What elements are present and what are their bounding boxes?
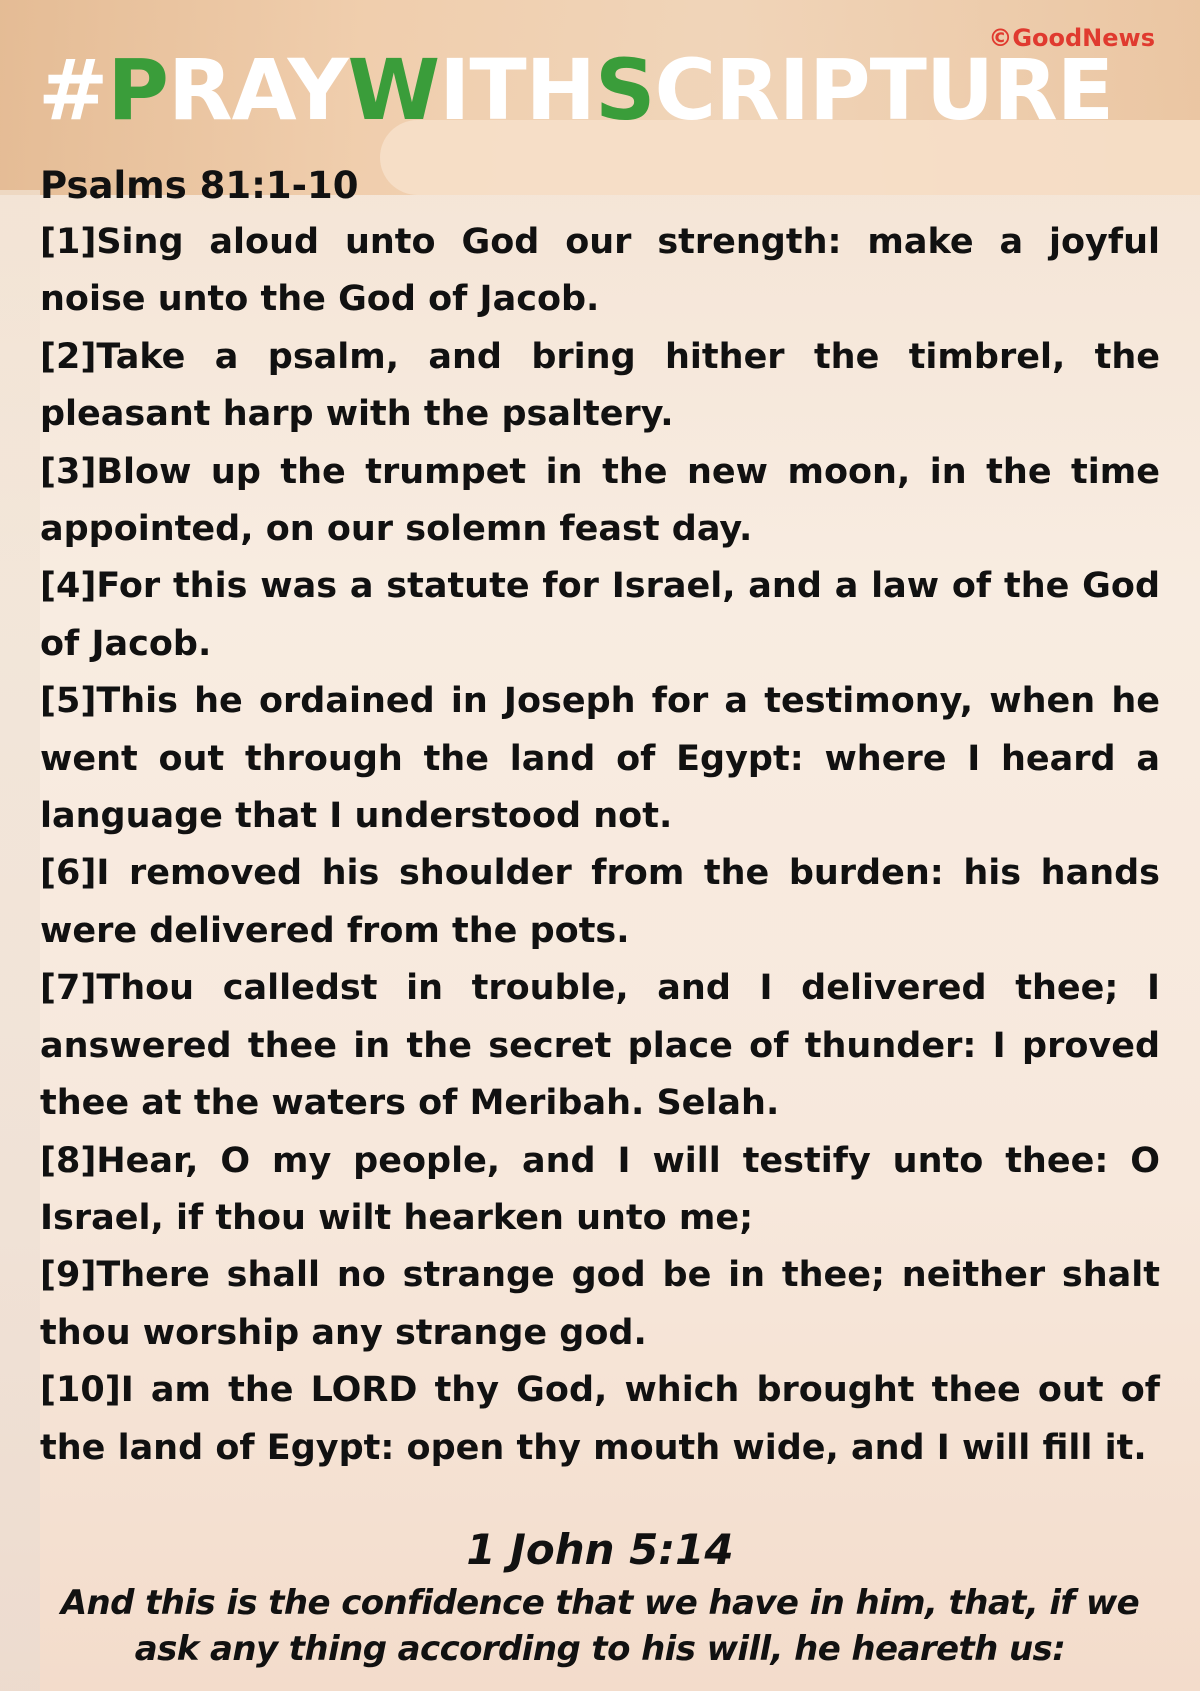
verse-10: [10]I am the LORD thy God, which brought thee out of the land of Egypt: open thy mouth wide, and I will fill it. — [40, 1370, 1160, 1468]
left-background-strip — [0, 190, 40, 1691]
title-part: RAY — [167, 41, 348, 139]
verse-6: [6]I removed his shoulder from the burden: his hands were delivered from the pots. — [40, 853, 1160, 951]
title-part: CRIPTURE — [654, 41, 1114, 139]
verse-3: [3]Blow up the trumpet in the new moon, in the time appointed, on our solemn feast day. — [40, 451, 1160, 550]
passage-reference: Psalms 81:1-10 — [40, 164, 359, 207]
verse-5: [5]This he ordained in Joseph for a testimony, when he went out through the land of Egypt: where I heard a language that I understood not. — [40, 681, 1160, 837]
footer-reference: 1 John 5:14 — [466, 1525, 734, 1574]
title-part-highlight: P — [107, 41, 168, 139]
pray-with-scripture-title — [38, 41, 1168, 139]
title-part-highlight: W — [347, 41, 440, 139]
scripture-passage — [40, 158, 1160, 1477]
title-part: # — [38, 41, 108, 139]
verse-2: [2]Take a psalm, and bring hither the timbrel, the pleasant harp with the psaltery. — [40, 336, 1160, 435]
verse-8: [8]Hear, O my people, and I will testify unto thee: O Israel, if thou wilt hearken unto me; — [40, 1140, 1160, 1238]
footer-quote: And this is the confidence that we have in him, that, if we ask any thing according to his will, he heareth us: — [60, 1583, 1140, 1669]
copyright-label: ©GoodNews — [988, 24, 1155, 52]
verse-9: [9]There shall no strange god be in thee; neither shalt thou worship any strange god. — [40, 1255, 1160, 1353]
verse-4: [4]For this was a statute for Israel, and a law of the God of Jacob. — [40, 566, 1160, 664]
verse-7: [7]Thou calledst in trouble, and I delivered thee; I answered thee in the secret place of thunder: I proved thee at the waters of Meribah. Selah. — [40, 968, 1160, 1124]
title-part: ITH — [439, 41, 595, 139]
title-part-highlight: S — [594, 41, 655, 139]
verse-1: [1]Sing aloud unto God our strength: make a joyful noise unto the God of Jacob. — [40, 222, 1160, 320]
